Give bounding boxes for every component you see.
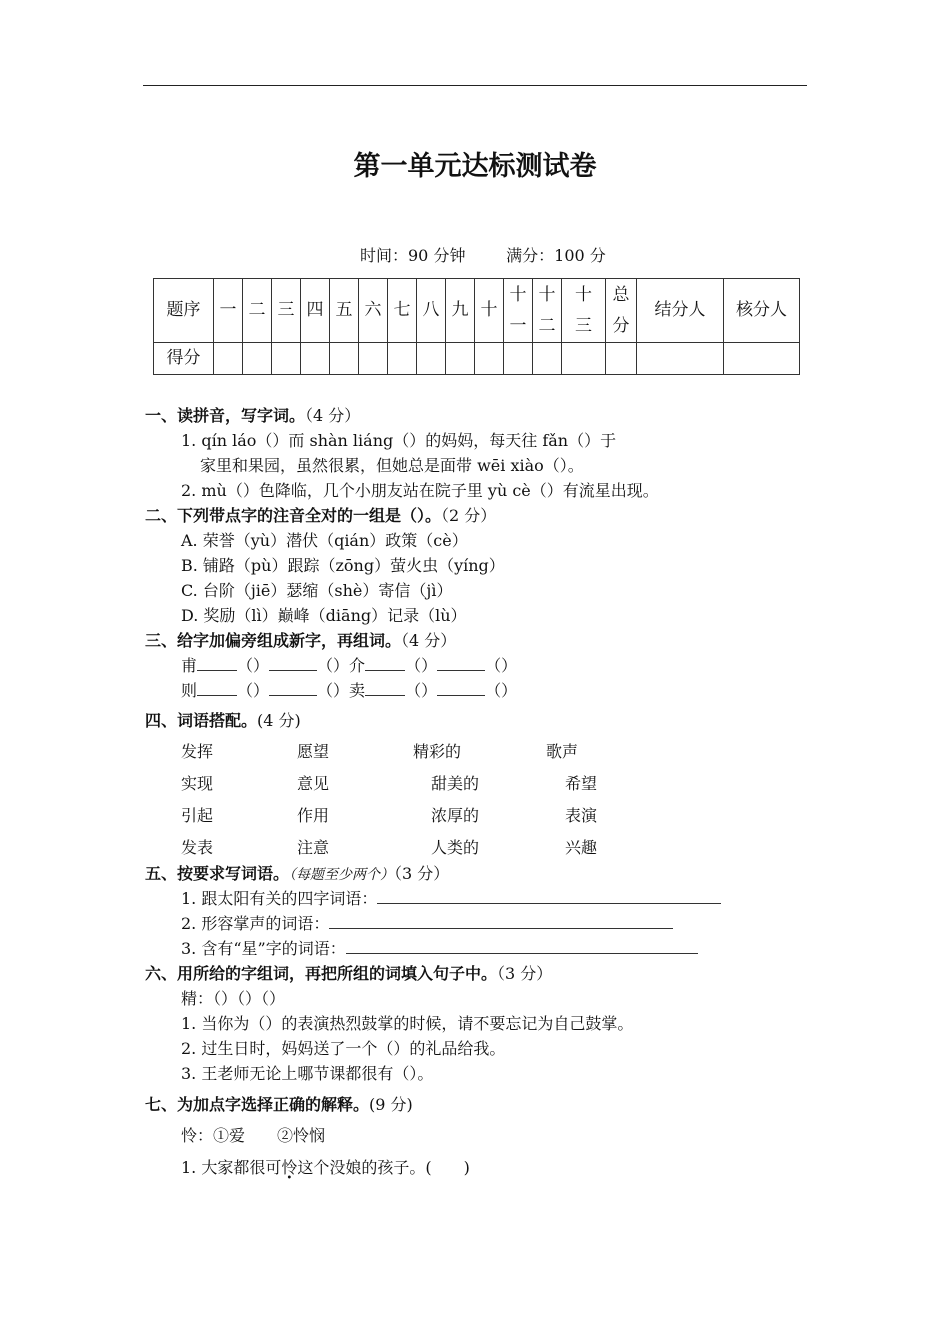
score-header-cell: 三 xyxy=(272,279,301,343)
match-word[interactable]: 人类的 xyxy=(431,838,480,857)
answer-line[interactable] xyxy=(377,889,721,904)
score-cell[interactable] xyxy=(330,343,359,375)
score-cell[interactable] xyxy=(606,343,637,375)
score-cell[interactable] xyxy=(301,343,330,375)
paren[interactable]: （） xyxy=(237,656,270,675)
answer-blank[interactable] xyxy=(269,656,317,671)
q2-option: C. 台阶（jiē）瑟缩（shè）寄信（jì） xyxy=(181,581,453,600)
question-6-heading xyxy=(145,961,552,984)
match-word[interactable]: 作用 xyxy=(297,806,330,825)
score-header-cell xyxy=(533,279,562,343)
question-points: (4 分) xyxy=(257,711,301,730)
q6-line: 1. 当你为（）的表演热烈鼓掌的时候，请不要忘记为自己鼓掌。 xyxy=(181,1014,634,1033)
page-title: 第一单元达标测试卷 xyxy=(353,151,597,182)
score-cell[interactable] xyxy=(475,343,504,375)
question-3-heading xyxy=(145,628,456,651)
question-5-heading xyxy=(145,861,449,884)
score-header-cell: 四 xyxy=(301,279,330,343)
match-word[interactable]: 精彩的 xyxy=(413,742,462,761)
base-char: 甫 xyxy=(181,656,198,675)
q6-char-line: 精：（）（）（） xyxy=(181,989,286,1008)
item-text: 这个没娘的孩子。( ) xyxy=(297,1158,470,1177)
score-header-cell: 六 xyxy=(359,279,388,343)
score-table xyxy=(153,278,800,375)
question-2-heading xyxy=(145,503,496,526)
question-points: （4 分） xyxy=(401,631,457,650)
q1-line: 1. qín láo（）而 shàn liáng（）的妈妈，每天往 fǎn（）于 xyxy=(181,431,617,450)
q5-line xyxy=(181,911,673,934)
paren[interactable]: （） xyxy=(485,656,518,675)
base-char: 卖 xyxy=(349,681,366,700)
match-word[interactable]: 歌声 xyxy=(546,742,579,761)
answer-blank[interactable] xyxy=(197,656,237,671)
question-title: 四、词语搭配。 xyxy=(145,711,258,730)
question-title: 五、按要求写词语。 xyxy=(145,864,290,883)
question-title: 二、下列带点字的注音全对的一组是（）。 xyxy=(145,506,442,525)
match-word[interactable]: 引起 xyxy=(181,806,214,825)
paren[interactable]: （） xyxy=(405,681,438,700)
score-header-cell xyxy=(606,279,637,343)
question-points: （2 分） xyxy=(441,506,497,525)
answer-blank[interactable] xyxy=(365,681,405,696)
match-word[interactable]: 希望 xyxy=(565,774,598,793)
dotted-char: 怜 xyxy=(281,1158,298,1177)
q2-option: D. 奖励（lì）巅峰（diāng）记录（lù） xyxy=(181,606,467,625)
score-header-stack: 十一 xyxy=(509,284,527,336)
q5-line xyxy=(181,936,698,959)
score-cell[interactable] xyxy=(637,343,724,375)
prompt: 1. 跟太阳有关的四字词语： xyxy=(181,889,378,908)
prompt: 3. 含有“星”字的词语： xyxy=(181,939,346,958)
score-cell[interactable] xyxy=(388,343,417,375)
answer-blank[interactable] xyxy=(269,681,317,696)
score-row-label: 得分 xyxy=(154,343,214,375)
base-char: 则 xyxy=(181,681,198,700)
prompt: 2. 形容掌声的词语： xyxy=(181,914,330,933)
score-header-stack: 十二 xyxy=(538,284,556,336)
score-cell[interactable] xyxy=(724,343,800,375)
score-header-cell: 十 xyxy=(475,279,504,343)
score-header-cell: 八 xyxy=(417,279,446,343)
answer-blank[interactable] xyxy=(437,656,485,671)
question-points: （4 分） xyxy=(305,406,361,425)
exam-meta xyxy=(360,243,606,266)
score-cell[interactable] xyxy=(243,343,272,375)
paren[interactable]: （） xyxy=(317,681,350,700)
question-title: 六、用所给的字组词，再把所组的词填入句子中。 xyxy=(145,964,498,983)
question-title: 一、读拼音，写字词。 xyxy=(145,406,306,425)
score-header-stack: 十三 xyxy=(575,284,592,336)
q3-row xyxy=(181,653,517,676)
score-header-cell xyxy=(504,279,533,343)
q7-item xyxy=(181,1155,470,1178)
q7-definitions: 怜：①爱 ②怜悯 xyxy=(181,1126,326,1145)
match-word[interactable]: 甜美的 xyxy=(431,774,480,793)
paren[interactable]: （） xyxy=(237,681,270,700)
match-word[interactable]: 兴趣 xyxy=(565,838,598,857)
answer-blank[interactable] xyxy=(197,681,237,696)
q1-line: 家里和果园，虽然很累，但她总是面带 wēi xiào（）。 xyxy=(200,456,584,475)
header-rule xyxy=(143,85,807,86)
question-title: 三、给字加偏旁组成新字，再组词。 xyxy=(145,631,402,650)
q3-row xyxy=(181,678,517,701)
score-header-cell: 五 xyxy=(330,279,359,343)
answer-blank[interactable] xyxy=(437,681,485,696)
match-word[interactable]: 实现 xyxy=(181,774,214,793)
score-cell[interactable] xyxy=(446,343,475,375)
question-points: （3 分） xyxy=(497,964,553,983)
answer-line[interactable] xyxy=(329,914,673,929)
score-cell[interactable] xyxy=(272,343,301,375)
q2-option: A. 荣誉（yù）潜伏（qián）政策（cè） xyxy=(181,531,468,550)
score-cell[interactable] xyxy=(562,343,606,375)
question-note: （每题至少两个） xyxy=(289,867,395,883)
paren[interactable]: （） xyxy=(317,656,350,675)
score-header-cell xyxy=(562,279,606,343)
q1-line: 2. mù（）色降临，几个小朋友站在院子里 yù cè（）有流星出现。 xyxy=(181,481,659,500)
q6-line: 2. 过生日时，妈妈送了一个（）的礼品给我。 xyxy=(181,1039,506,1058)
match-word[interactable]: 愿望 xyxy=(297,742,330,761)
q2-option: B. 铺路（pù）跟踪（zōng）萤火虫（yíng） xyxy=(181,556,505,575)
score-header-cell: 二 xyxy=(243,279,272,343)
q5-line xyxy=(181,886,721,909)
score-cell[interactable] xyxy=(359,343,388,375)
match-word[interactable]: 意见 xyxy=(297,774,330,793)
question-4-heading xyxy=(145,708,301,731)
match-word[interactable]: 发挥 xyxy=(181,742,214,761)
q6-line: 3. 王老师无论上哪节课都很有（）。 xyxy=(181,1064,434,1083)
match-word[interactable]: 发表 xyxy=(181,838,214,857)
question-7-heading xyxy=(145,1092,413,1115)
answer-blank[interactable] xyxy=(365,656,405,671)
match-word[interactable]: 表演 xyxy=(565,806,598,825)
score-cell[interactable] xyxy=(417,343,446,375)
paren[interactable]: （） xyxy=(405,656,438,675)
answer-line[interactable] xyxy=(346,939,698,954)
question-1-heading xyxy=(145,403,360,426)
score-header-cell: 核分人 xyxy=(724,279,800,343)
question-points: (9 分) xyxy=(369,1095,413,1114)
time-limit: 时间：90 分钟 xyxy=(360,246,466,265)
base-char: 介 xyxy=(349,656,366,675)
score-cell[interactable] xyxy=(504,343,533,375)
paren[interactable]: （） xyxy=(485,681,518,700)
score-header-cell: 一 xyxy=(214,279,243,343)
score-header-cell: 结分人 xyxy=(637,279,724,343)
question-title: 七、为加点字选择正确的解释。 xyxy=(145,1095,370,1114)
score-header-cell: 七 xyxy=(388,279,417,343)
score-cell[interactable] xyxy=(533,343,562,375)
score-header-cell: 题序 xyxy=(154,279,214,343)
score-header-stack: 总分 xyxy=(612,284,630,336)
item-text: 1. 大家都很可 xyxy=(181,1158,282,1177)
full-score: 满分：100 分 xyxy=(506,246,606,265)
question-points: （3 分） xyxy=(394,864,450,883)
score-header-cell: 九 xyxy=(446,279,475,343)
match-word[interactable]: 注意 xyxy=(297,838,330,857)
score-cell[interactable] xyxy=(214,343,243,375)
match-word[interactable]: 浓厚的 xyxy=(431,806,480,825)
